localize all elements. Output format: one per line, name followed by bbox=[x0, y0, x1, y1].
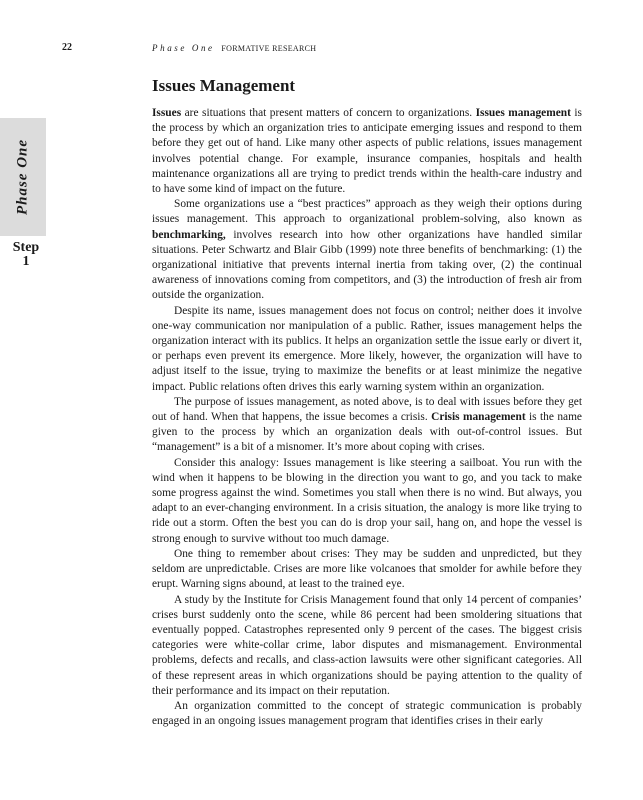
paragraph-4: The purpose of issues management, as noted above, is to deal with issues before they get out of hand. When that happens, the issue becomes a crisis. Crisis management is the name given to the process by which an organization deals with out-of-control issues. But “management” is a bit of a misnomer. It’s more about coping with crises. bbox=[152, 395, 582, 454]
paragraph-8: An organization committed to the concept of strategic communication is probably engaged in an ongoing issues management program that identifies crises in their early bbox=[152, 699, 582, 728]
phase-side-tab bbox=[0, 118, 46, 236]
running-title bbox=[152, 43, 316, 53]
term-benchmarking: benchmarking, bbox=[152, 228, 226, 241]
section-title: Issues Management bbox=[152, 76, 296, 95]
paragraph-2: Some organizations use a “best practices” approach as they weigh their options during issues management. This approach to organizational problem-solving, also known as benchmarking, involves research into how other organizations have handled similar situations. Peter Schwartz and Blair Gibb (1999) note three benefits of benchmarking: (1) the organizational initiative that prevents internal inertia from taking over, (2) the continual awareness of innovations coming from competitors, and (3) the introduction of fresh air from outside the organization. bbox=[152, 198, 582, 302]
paragraph-7: A study by the Institute for Crisis Management found that only 14 percent of companies’ crises burst suddenly onto the scene, while 86 percent had been smoldering situations that eventually popped. Catastrophes represented only 9 percent of the cases. The biggest crisis categories were white-collar crime, labor disputes and mismanagement. Environmental problems, defects and recalls, and class-action lawsuits were other significant categories. All of these represent areas in which organizations should be paying attention to the quality of their performance and its impact on their reputation. bbox=[152, 593, 582, 697]
page-number: 22 bbox=[62, 42, 72, 53]
step-label: Step bbox=[12, 240, 40, 255]
paragraph-5: Consider this analogy: Issues management is like steering a sailboat. You run with the wind when it happens to be blowing in the direction you want to go, and you tack to make some progress against the wind. Sometimes you stall when there is no wind. But always, you adapt to an ever-changing environment. In a crisis situation, the analogy is more like trying to ride out a storm. Often the best you can do is drop your sail, hang on, and hope the vessel is strong enough to survive without too much damage. bbox=[152, 456, 582, 545]
side-tab-label: Phase One bbox=[14, 138, 31, 216]
article-body bbox=[152, 75, 582, 729]
term-crisis-management: Crisis management bbox=[431, 411, 526, 424]
running-phase: Phase One bbox=[152, 43, 215, 53]
term-issues: Issues bbox=[152, 107, 182, 119]
paragraph-3: Despite its name, issues management does not focus on control; neither does it involve one-way communication nor manipulation of a public. Rather, issues management helps the organization interact with its publics. It helps an organization settle the issue early or divert it, or perhaps even prevent its emergence. More likely, however, the organization will have to adjust itself to the issue, trying to maximize the benefits or at least minimize the negative impact. Public relations often drives this early warning system within an organization. bbox=[152, 304, 582, 393]
term-issues-management: Issues management bbox=[475, 107, 571, 119]
running-section: FORMATIVE RESEARCH bbox=[221, 44, 317, 53]
paragraph-6: One thing to remember about crises: They may be sudden and unpredicted, but they seldom are unpredictable. Crises are more like volcanoes that smolder for awhile before they erupt. Warning signs abound, at least to the trained eye. bbox=[152, 547, 582, 591]
step-number: 1 bbox=[22, 254, 30, 269]
step-marker bbox=[4, 241, 48, 269]
paragraph-1: Issues are situations that present matters of concern to organizations. Issues management is the process by which an organization tries to anticipate emerging issues and respond to them before they get out of hand. Like many other aspects of public relations, issues management involves potential change. For example, insurance companies, hospitals and health maintenance organizations all are trying to predict trends within the health-care industry and to have some kind of impact on the future. bbox=[152, 107, 582, 196]
running-head bbox=[0, 42, 643, 56]
